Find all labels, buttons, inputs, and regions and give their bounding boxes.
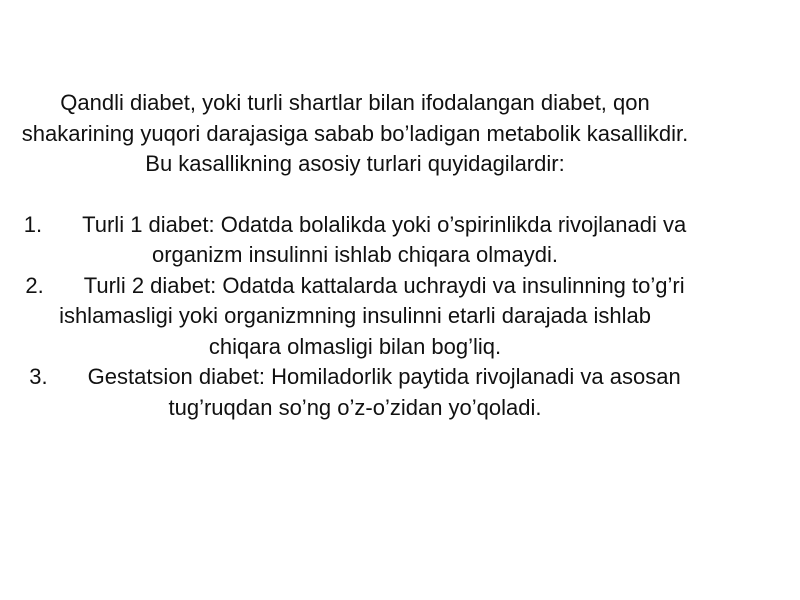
paragraph-gap: [20, 180, 690, 210]
list-item-text: Turli 2 diabet: Odatda kattalarda uchraydi va insulinning to’g’ri ishlamasligi yoki organizmning insulinni etarli darajada ishlab chiqara olmasligi bilan bog’liq.: [59, 272, 685, 359]
list-item-text: Gestatsion diabet: Homiladorlik paytida rivojlanadi va asosan tug’ruqdan so’ng o’z-o’zidan yo’qoladi.: [87, 364, 681, 420]
list-item-1: [20, 210, 690, 271]
list-item-number: 1.: [23, 211, 43, 237]
list-item-number: 2.: [25, 272, 44, 298]
list-item-3: [20, 362, 690, 423]
slide-text-block: [20, 88, 690, 423]
intro-paragraph: Qandli diabet, yoki turli shartlar bilan ifodalangan diabet, qon shakarining yuqori darajasiga sabab bo’ladigan metabolik kasallikdir. Bu kasallikning asosiy turlari quyidagilardir:: [21, 90, 689, 176]
list-item-text: Turli 1 diabet: Odatda bolalikda yoki o’spirinlikda rivojlanadi va organizm insulinni ishlab chiqara olmaydi.: [82, 211, 687, 267]
list-item-number: 3.: [29, 364, 48, 389]
list-item-2: [20, 271, 690, 363]
